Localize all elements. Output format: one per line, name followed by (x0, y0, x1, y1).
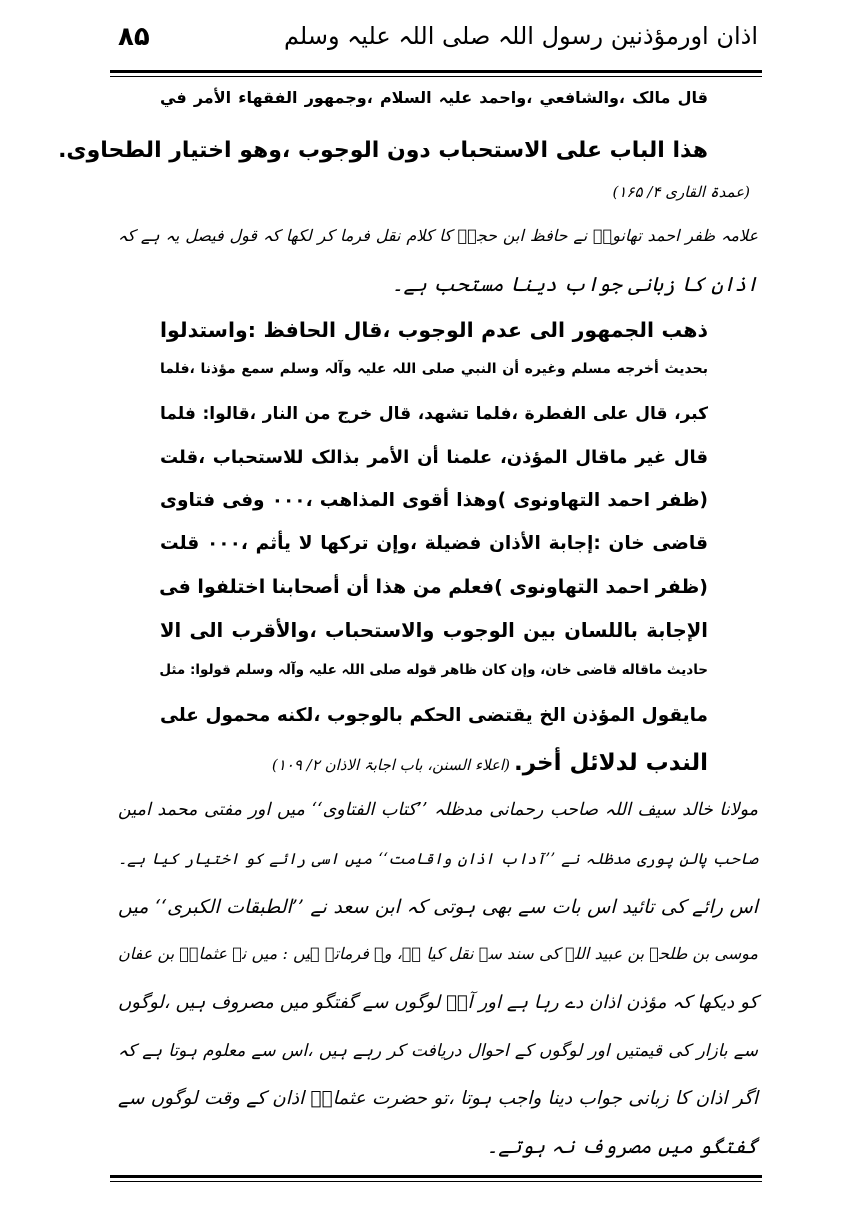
arabic-line: قاضى خان :إجابة الأذان فضيلة ،وإن تركها لا يأثم ،٠٠٠ قلت (160, 533, 708, 554)
urdu-line: مولانا خالد سیف اللہ صاحب رحمانی مدظلہ ’’کتاب الفتاوی‘‘ میں اور مفتی محمد امین (118, 800, 758, 820)
urdu-line: علامہ ظفر احمد تھانویؒ نے حافظ ابن حجرؒ کا کلام نقل فرما کر لکھا کہ قول فیصل یہ ہے کہ (118, 226, 758, 245)
urdu-line: اذان کا زبانی جواب دینا مستحب ہے۔ (391, 272, 758, 296)
arabic-line: ذهب الجمهور الى عدم الوجوب ،قال الحافظ :واستدلوا (160, 318, 708, 342)
arabic-line: الإجابة باللسان بين الوجوب والاستحباب ،والأقرب الى الا (160, 619, 708, 642)
reference: (عمدۃ القاری ۴/ ۱۶۵) (612, 183, 750, 201)
arabic-line: حاديث ماقاله قاضی خان، وإن كان ظاهر قوله صلی اللہ علیہ وآلہ وسلم قولوا: مثل (159, 662, 708, 678)
urdu-line: صاحب پالن پوری مدظلہ نے ’’آداب اذان واقامت‘‘ میں اسی رائے کو اختیار کیا ہے۔ (118, 850, 758, 868)
running-header-title: اذان اورمؤذنین رسول اللہ صلی اللہ علیہ وسلم (283, 22, 758, 50)
arabic-line: (ظفر احمد التهاونوی )فعلم من هذا أن أصحابنا اختلفوا فى (159, 576, 708, 598)
urdu-line: سے بازار کی قیمتیں اور لوگوں کے احوال دریافت کر رہے ہیں ،اس سے معلوم ہوتا ہے کہ (118, 1041, 758, 1061)
urdu-line: اس رائے کی تائید اس بات سے بھی ہوتی کہ ابن سعد نے ’’الطبقات الکبری‘‘ میں (118, 896, 758, 918)
arabic-line: هذا الباب على الاستحباب دون الوجوب ،وهو اختيار الطحاوی. (58, 138, 708, 163)
urdu-line: موسی بن طلحہ بن عبید اللہ کی سند سے نقل کیا ہے، وہ فرماتے ہیں : میں نے عثمانؓ بن عفان (118, 944, 758, 963)
header-rule-thin (110, 76, 762, 77)
header-rule (110, 70, 762, 73)
arabic-line: قال غير ماقال المؤذن، علمنا أن الأمر بذالک للاستحباب ،قلت (160, 447, 708, 468)
page-number: ٨۵ (118, 22, 150, 52)
urdu-line: اگر اذان کا زبانی جواب دینا واجب ہوتا ،تو حضرت عثمانؓ اذان کے وقت لوگوں سے (118, 1088, 758, 1109)
arabic-line: (ظفر احمد التهاونوی )وهذا أقوى المذاهب ،٠٠٠ وفى فتاوى (160, 490, 708, 511)
footer-rule-thin (110, 1181, 762, 1182)
footer-rule (110, 1175, 762, 1178)
arabic-line: بحديث أخرجه مسلم وغيره أن النبي صلی اللہ علیہ وآلہ وسلم سمع مؤذنا ،فلما (160, 361, 708, 377)
arabic-last-line-row (272, 750, 708, 776)
arabic-line: الندب لدلائل أخر. (513, 750, 708, 776)
arabic-line: مايقول المؤذن الخ يقتضى الحكم بالوجوب ،لكنه محمول على (160, 705, 708, 726)
arabic-line: كبر، قال على الفطرة ،فلما تشهد، قال خرج من النار ،قالوا: فلما (160, 404, 708, 424)
reference: (اعلاء السنن، باب اجابۃ الاذان ۲/ ۱۰۹) (271, 756, 510, 774)
arabic-line: قال مالک ،والشافعي ،واحمد علیہ السلام ،وجمهور الفقهاء الأمر في (160, 88, 708, 107)
urdu-line: گفتگو میں مصروف نہ ہوتے۔ (486, 1134, 758, 1158)
urdu-line: کو دیکھا کہ مؤذن اذان دے رہا ہے اور آپؓ لوگوں سے گفتگو میں مصروف ہیں ،لوگوں (118, 992, 758, 1013)
